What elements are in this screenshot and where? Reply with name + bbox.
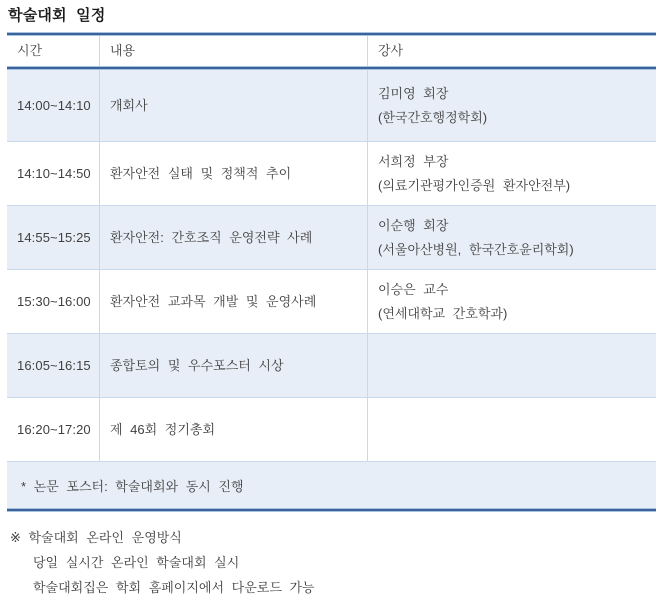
cell-time: 14:00~14:10 (7, 70, 100, 141)
footnote-row (7, 461, 656, 508)
cell-time: 14:10~14:50 (7, 142, 100, 205)
cell-speaker (368, 206, 656, 269)
speaker-affiliation: (서울아산병원, 한국간호윤리학회) (378, 241, 574, 257)
speaker-name: 이승은 교수 (378, 281, 449, 297)
table-row (7, 70, 656, 141)
speaker-name: 서희정 부장 (378, 153, 449, 169)
cell-topic: 환자안전 실태 및 정책적 추이 (100, 142, 368, 205)
speaker-name: 김미영 회장 (378, 85, 449, 101)
cell-speaker (368, 270, 656, 333)
cell-time: 15:30~16:00 (7, 270, 100, 333)
cell-speaker (368, 398, 656, 461)
schedule-table (7, 32, 656, 512)
cell-topic: 종합토의 및 우수포스터 시상 (100, 334, 368, 397)
table-row (7, 141, 656, 205)
table-row (7, 333, 656, 397)
table-row (7, 269, 656, 333)
cell-topic: 제 46회 정기총회 (100, 398, 368, 461)
cell-speaker (368, 334, 656, 397)
note-line: 당일 실시간 온라인 학술대회 실시 (33, 555, 240, 570)
notes-heading: ※ 학술대회 온라인 운영방식 (10, 530, 182, 545)
cell-topic: 환자안전 교과목 개발 및 운영사례 (100, 270, 368, 333)
column-header-time: 시간 (7, 36, 100, 66)
speaker-name: 이순행 회장 (378, 217, 449, 233)
cell-time: 16:05~16:15 (7, 334, 100, 397)
cell-time: 14:55~15:25 (7, 206, 100, 269)
column-header-topic: 내용 (100, 36, 368, 66)
cell-topic: 개회사 (100, 70, 368, 141)
column-header-speaker: 강사 (378, 43, 404, 58)
footnote-text: * 논문 포스터: 학술대회와 동시 진행 (21, 478, 244, 494)
notes-section (10, 525, 664, 600)
cell-speaker (368, 70, 656, 141)
note-line: 학술대회집은 학회 홈페이지에서 다운로드 가능 (33, 580, 315, 595)
table-row (7, 397, 656, 461)
cell-time: 16:20~17:20 (7, 398, 100, 461)
speaker-affiliation: (연세대학교 간호학과) (378, 305, 508, 321)
page-title: 학술대회 일정 (8, 7, 106, 24)
table-bottom-border (7, 508, 656, 512)
table-header-row (7, 36, 656, 66)
speaker-affiliation: (의료기관평가인증원 환자안전부) (378, 177, 571, 193)
table-row (7, 205, 656, 269)
cell-speaker (368, 142, 656, 205)
speaker-affiliation: (한국간호행정학회) (378, 109, 488, 125)
cell-topic: 환자안전: 간호조직 운영전략 사례 (100, 206, 368, 269)
